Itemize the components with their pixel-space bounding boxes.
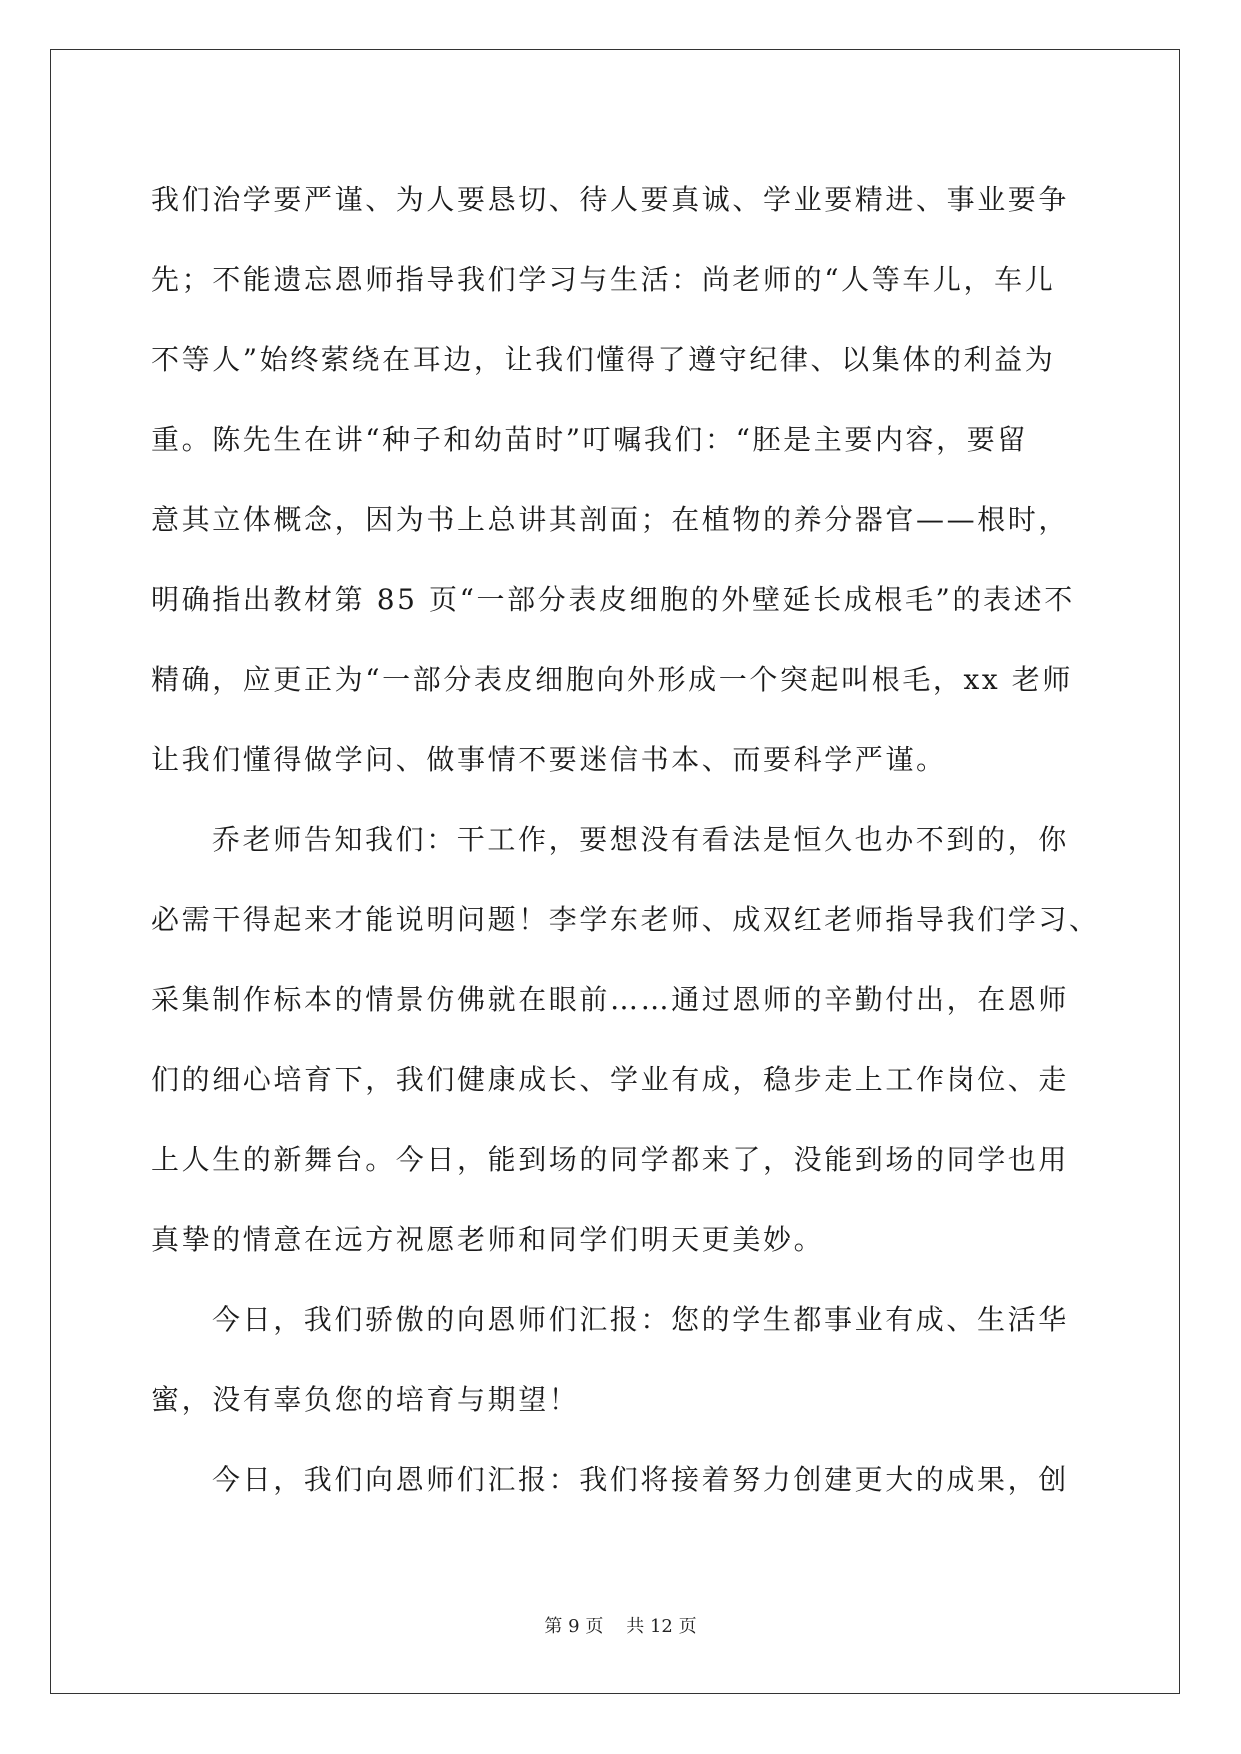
text-line: 精确，应更正为“一部分表皮细胞向外形成一个突起叫根毛，xx 老师 bbox=[151, 663, 1073, 696]
text-line: 真挚的情意在远方祝愿老师和同学们明天更美妙。 bbox=[151, 1223, 825, 1256]
text-line: 们的细心培育下，我们健康成长、学业有成，稳步走上工作岗位、走 bbox=[151, 1063, 1070, 1096]
text-line: 不等人”始终萦绕在耳边，让我们懂得了遵守纪律、以集体的利益为 bbox=[151, 343, 1056, 376]
document-body bbox=[151, 160, 1100, 1520]
text-line: 必需干得起来才能说明问题！李学东老师、成双红老师指导我们学习、 bbox=[151, 903, 1100, 936]
text-line: 让我们懂得做学问、做事情不要迷信书本、而要科学严谨。 bbox=[151, 743, 947, 776]
text-line: 我们治学要严谨、为人要恳切、待人要真诚、学业要精进、事业要争 bbox=[151, 183, 1070, 216]
text-line: 采集制作标本的情景仿佛就在眼前……通过恩师的辛勤付出，在恩师 bbox=[151, 983, 1070, 1016]
text-line: 明确指出教材第 85 页“一部分表皮细胞的外壁延长成根毛”的表述不 bbox=[151, 583, 1075, 616]
paragraph-start-line: 今日，我们向恩师们汇报：我们将接着努力创建更大的成果，创 bbox=[212, 1463, 1069, 1496]
text-line: 先；不能遗忘恩师指导我们学习与生活：尚老师的“人等车儿，车儿 bbox=[151, 263, 1056, 296]
text-line: 上人生的新舞台。今日，能到场的同学都来了，没能到场的同学也用 bbox=[151, 1143, 1070, 1176]
text-line: 重。陈先生在讲“种子和幼苗时”叮嘱我们：“胚是主要内容，要留 bbox=[151, 423, 1028, 456]
text-line: 蜜，没有辜负您的培育与期望！ bbox=[151, 1383, 580, 1416]
paragraph-start-line: 乔老师告知我们：干工作，要想没有看法是恒久也办不到的，你 bbox=[212, 823, 1069, 856]
page-footer bbox=[0, 1615, 1241, 1639]
page-number: 第 9 页 bbox=[544, 1616, 604, 1637]
page-total: 共 12 页 bbox=[626, 1616, 697, 1637]
text-line: 意其立体概念，因为书上总讲其剖面；在植物的养分器官——根时， bbox=[151, 503, 1070, 536]
paragraph-start-line: 今日，我们骄傲的向恩师们汇报：您的学生都事业有成、生活华 bbox=[212, 1303, 1069, 1336]
